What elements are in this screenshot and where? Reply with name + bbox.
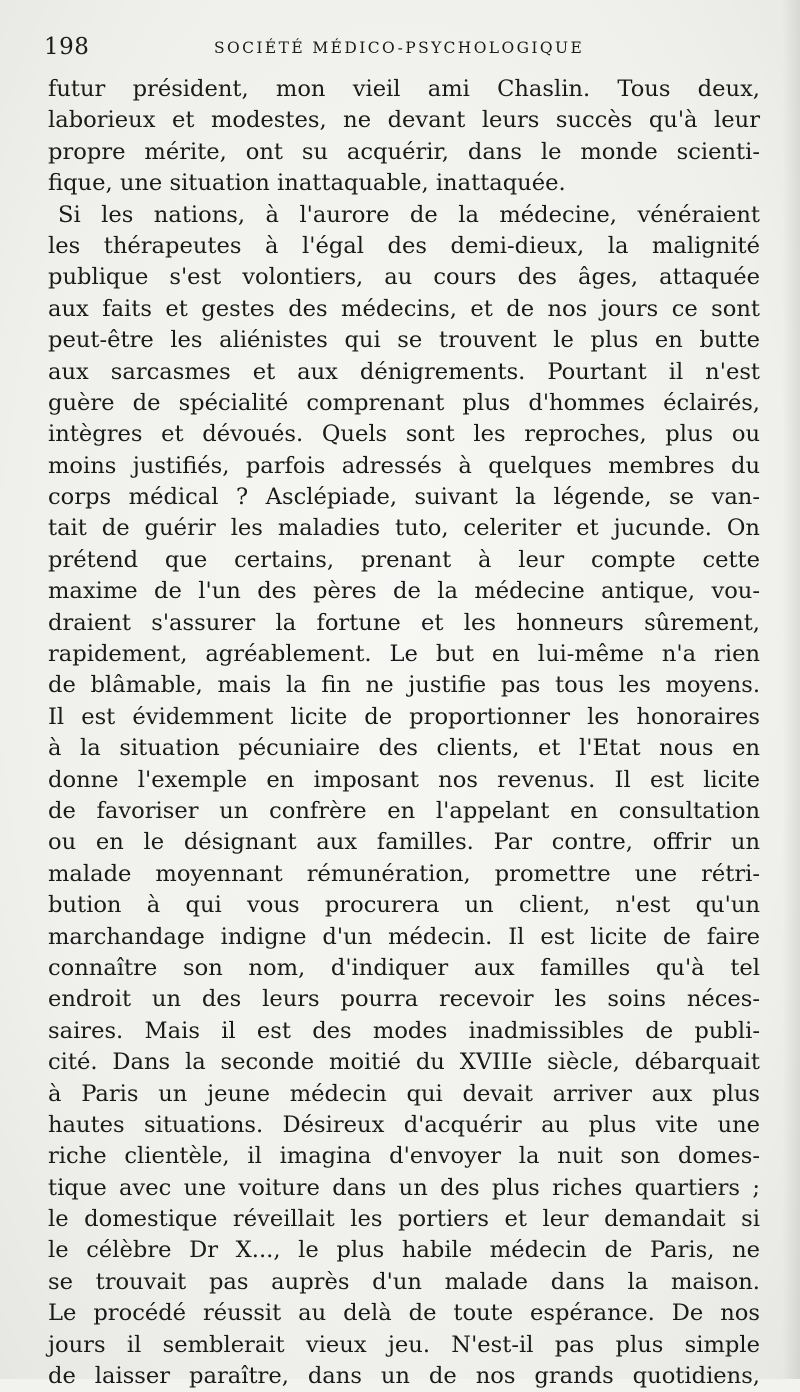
- running-head: [44, 34, 764, 64]
- text-line: donne l'exemple en imposant nos revenus. Il est licite: [48, 766, 760, 793]
- text-line: à la situation pécuniaire des clients, et l'Etat nous en: [48, 735, 760, 762]
- text-line: saires. Mais il est des modes inadmissibles de publi-: [48, 1017, 760, 1044]
- text-line: connaître son nom, d'indiquer aux familles qu'à tel: [48, 954, 760, 981]
- text-line: tait de guérir les maladies tuto, celeriter et jucunde. On: [48, 515, 760, 542]
- page-number: 198: [44, 34, 90, 60]
- page-edge-shadow: [782, 0, 800, 1379]
- text-line: aux faits et gestes des médecins, et de nos jours ce sont: [48, 295, 760, 322]
- text-line: aux sarcasmes et aux dénigrements. Pourtant il n'est: [48, 358, 760, 385]
- text-line: moins justifiés, parfois adressés à quelques membres du: [48, 452, 760, 479]
- text-line: endroit un des leurs pourra recevoir les soins néces-: [48, 986, 760, 1013]
- text-line: guère de spécialité comprenant plus d'hommes éclairés,: [48, 389, 760, 416]
- text-line: tique avec une voiture dans un des plus riches quartiers ;: [48, 1174, 760, 1201]
- text-line: jours il semblerait vieux jeu. N'est-il pas plus simple: [48, 1331, 760, 1358]
- text-line: maxime de l'un des pères de la médecine antique, vou-: [48, 578, 760, 605]
- text-line: Il est évidemment licite de proportionner les honoraires: [48, 703, 760, 730]
- text-line: se trouvait pas auprès d'un malade dans la maison.: [48, 1268, 760, 1295]
- text-line: hautes situations. Désireux d'acquérir au plus vite une: [48, 1111, 760, 1138]
- text-line: rapidement, agréablement. Le but en lui-même n'a rien: [48, 641, 760, 668]
- text-line: peut-être les aliénistes qui se trouvent le plus en butte: [48, 327, 760, 354]
- text-line: Le procédé réussit au delà de toute espérance. De nos: [48, 1300, 760, 1327]
- text-line: les thérapeutes à l'égal des demi-dieux, la malignité: [48, 232, 760, 259]
- text-line: marchandage indigne d'un médecin. Il est licite de faire: [48, 923, 760, 950]
- running-title: SOCIÉTÉ MÉDICO-PSYCHOLOGIQUE: [214, 39, 585, 57]
- text-line: prétend que certains, prenant à leur compte cette: [48, 546, 760, 573]
- text-line: cité. Dans la seconde moitié du XVIIIe siècle, débarquait: [48, 1049, 760, 1076]
- text-line: bution à qui vous procurera un client, n'est qu'un: [48, 892, 760, 919]
- text-line: draient s'assurer la fortune et les honneurs sûrement,: [48, 609, 760, 636]
- text-line: à Paris un jeune médecin qui devait arriver aux plus: [48, 1080, 760, 1107]
- text-line: riche clientèle, il imagina d'envoyer la nuit son domes-: [48, 1143, 760, 1170]
- text-line: fique, une situation inattaquable, inattaquée.: [48, 170, 566, 197]
- text-line: malade moyennant rémunération, promettre une rétri-: [48, 860, 760, 887]
- text-line: de blâmable, mais la fin ne justifie pas tous les moyens.: [48, 672, 760, 699]
- text-line: publique s'est volontiers, au cours des âges, attaquée: [48, 264, 760, 291]
- text-line: ou en le désignant aux familles. Par contre, offrir un: [48, 829, 760, 856]
- text-line: de laisser paraître, dans un de nos grands quotidiens,: [48, 1363, 760, 1390]
- text-line: le célèbre Dr X..., le plus habile médecin de Paris, ne: [48, 1237, 760, 1264]
- paragraph-start-line: Si les nations, à l'aurore de la médecine, vénéraient: [58, 201, 760, 228]
- text-line: de favoriser un confrère en l'appelant en consultation: [48, 797, 760, 824]
- text-line: corps médical ? Asclépiade, suivant la légende, se van-: [48, 484, 760, 511]
- text-line: intègres et dévoués. Quels sont les reproches, plus ou: [48, 421, 760, 448]
- body-text: [48, 74, 760, 1392]
- text-line: futur président, mon vieil ami Chaslin. Tous deux,: [48, 76, 760, 102]
- text-line: laborieux et modestes, ne devant leurs succès qu'à leur: [48, 107, 760, 134]
- text-line: le domestique réveillait les portiers et leur demandait si: [48, 1206, 760, 1233]
- text-line: propre mérite, ont su acquérir, dans le monde scienti-: [48, 138, 760, 165]
